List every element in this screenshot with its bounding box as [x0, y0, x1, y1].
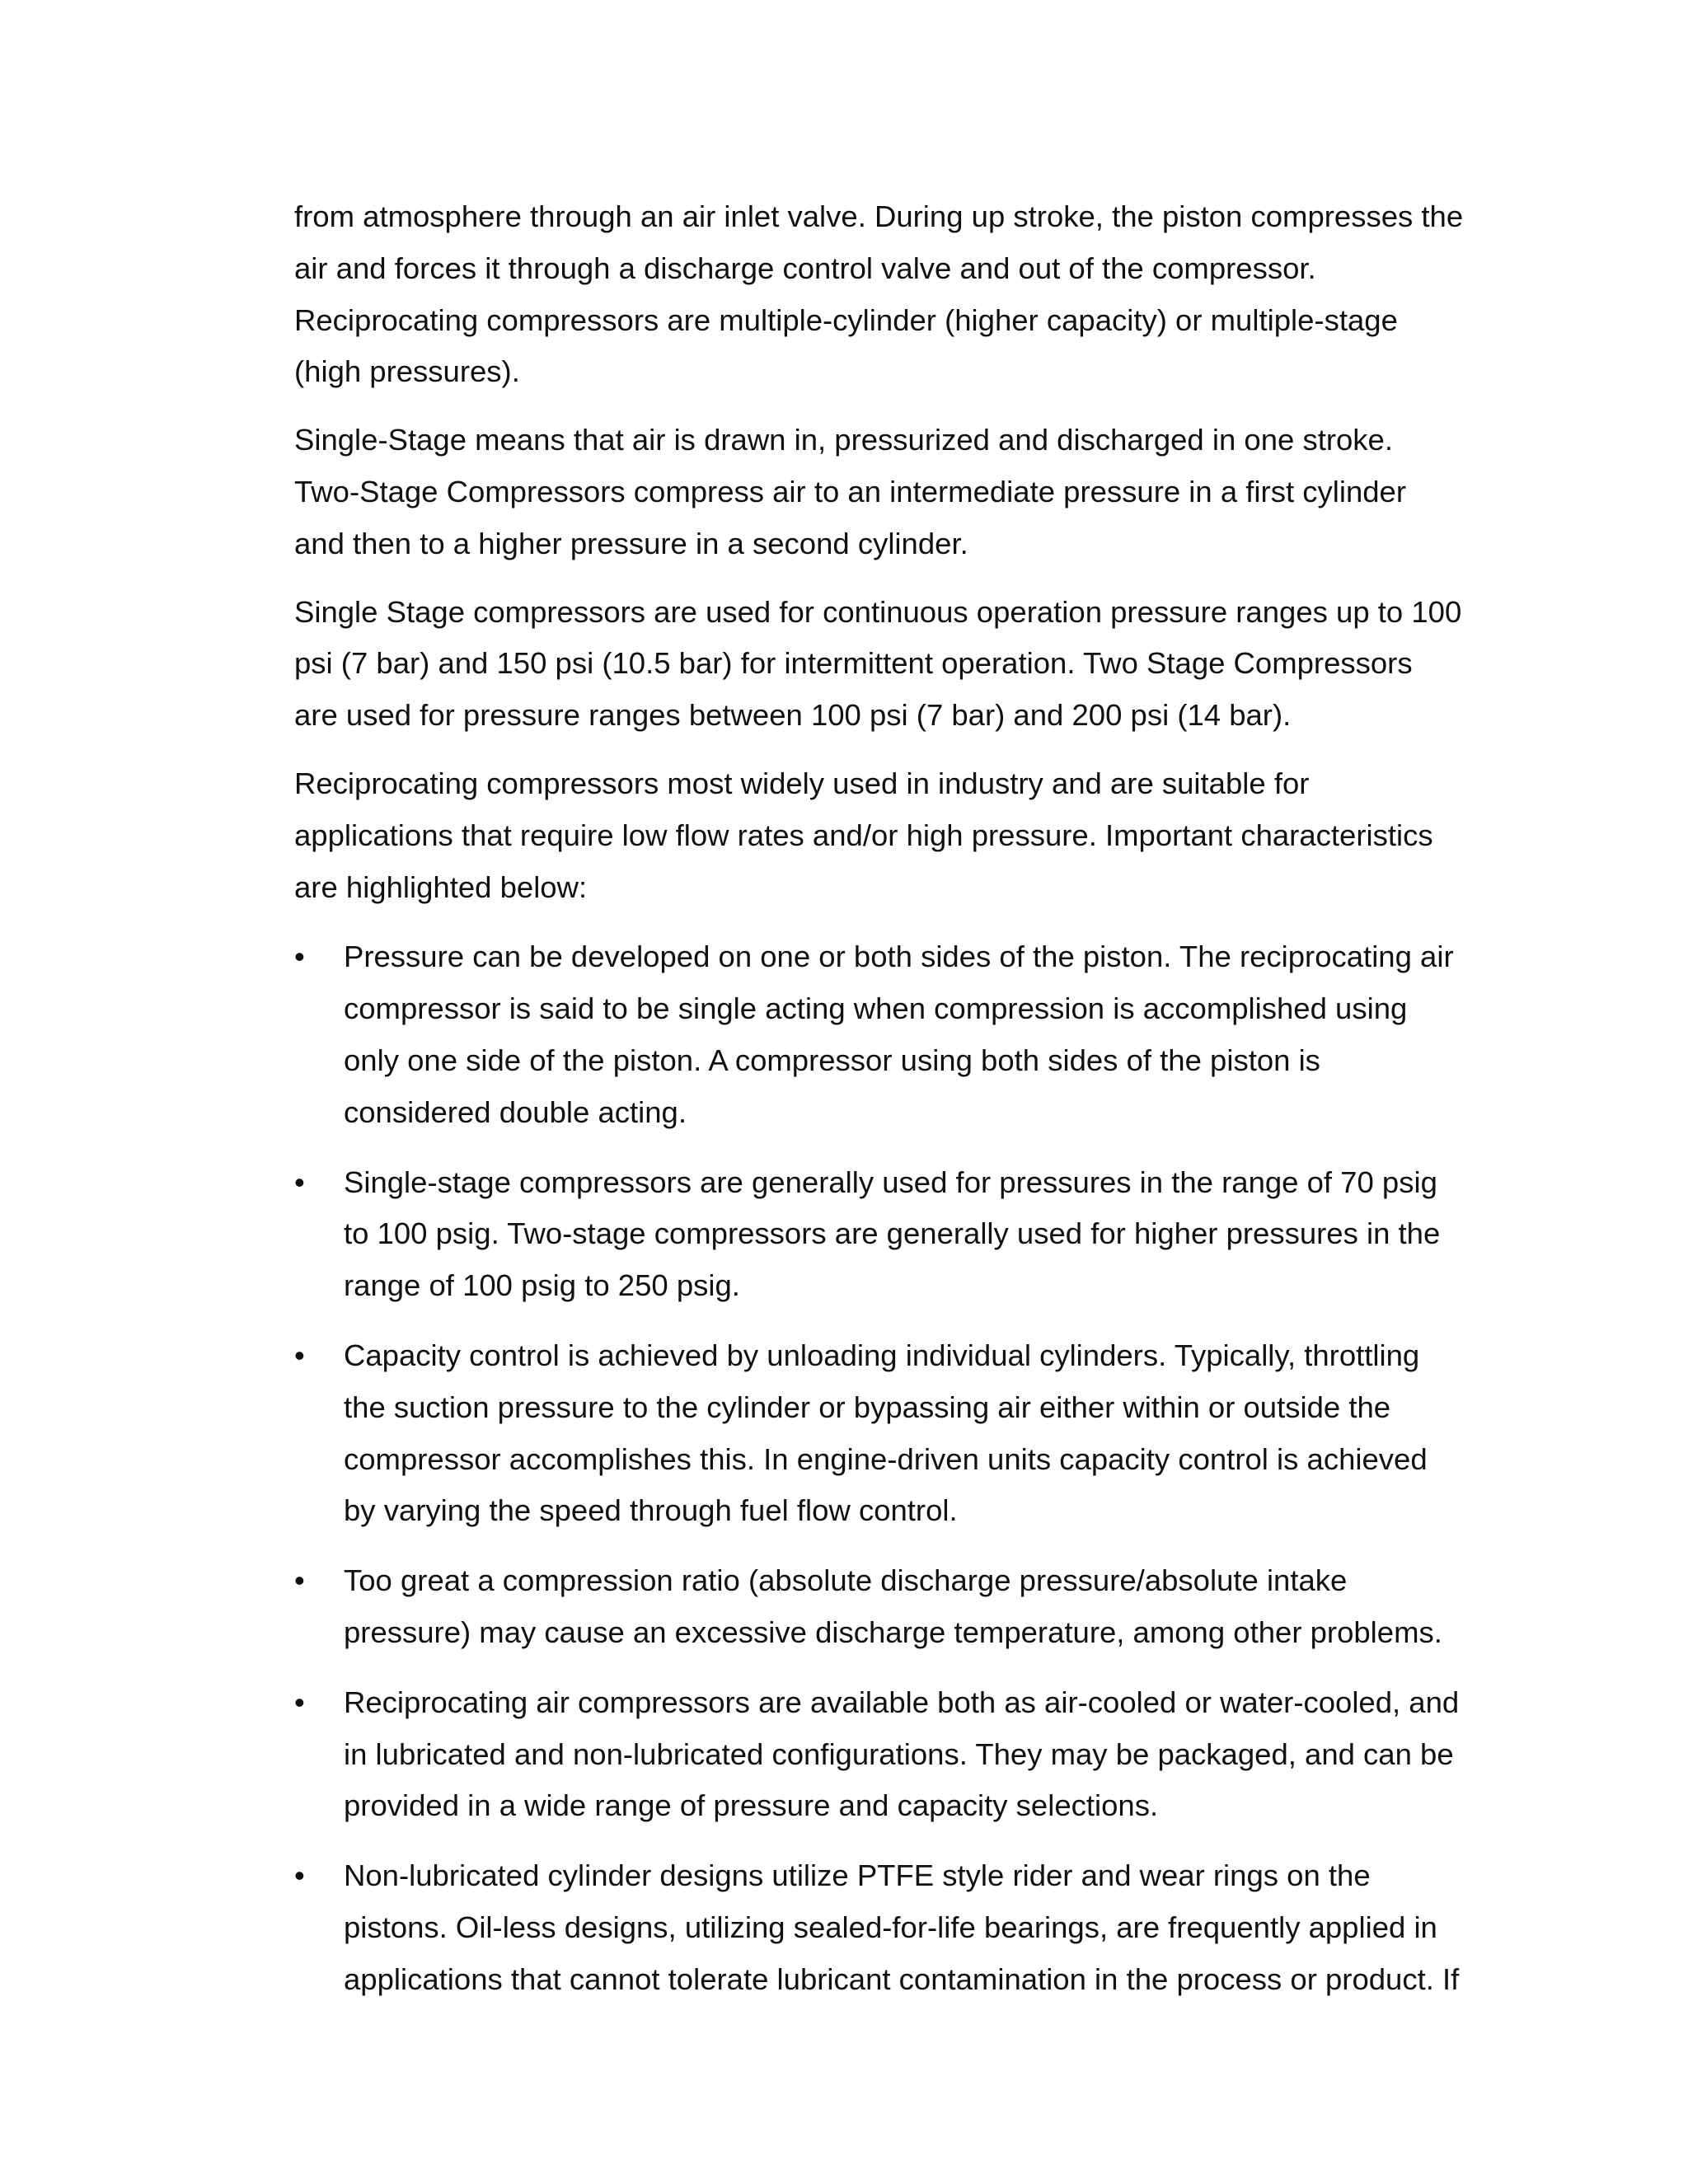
list-item — [294, 1330, 1465, 1537]
list-item — [294, 1850, 1465, 2005]
bullet-icon: • — [294, 1685, 305, 1719]
list-item — [294, 931, 1465, 1138]
list-item — [294, 1555, 1465, 1659]
list-item-text: Too great a compression ratio (absolute discharge pressure/absolute intake pressure) may cause an excessive discharge temperature, among other problems. — [344, 1563, 1442, 1649]
paragraph-intro: from atmosphere through an air inlet valve. During up stroke, the piston compresses the air and forces it through a discharge control valve and out of the compressor. Reciprocating compressors are multiple-cylinder (higher capacity) or multiple-stage (high pressures). — [294, 199, 1464, 389]
bullet-icon: • — [294, 1563, 305, 1598]
paragraph-single-two-stage: Single-Stage means that air is drawn in, pressurized and discharged in one stroke. Two-Stage Compressors compress air to an intermediate pressure in a first cylinder and then to a higher pressure in a second cylinder. — [294, 423, 1407, 560]
list-item — [294, 1677, 1465, 1832]
list-item-text: Reciprocating air compressors are available both as air-cooled or water-cooled, and in lubricated and non-lubricated configurations. They may be packaged, and can be provided in a wide range of pressure and capacity selections. — [344, 1685, 1460, 1823]
bullet-icon: • — [294, 1165, 305, 1199]
list-item-text: Non-lubricated cylinder designs utilize PTFE style rider and wear rings on the pistons. Oil-less designs, utilizing sealed-for-life bearings, are frequently applied in applications that cannot tolerate lubricant contamination in the process or product. If — [344, 1858, 1460, 1996]
list-item-text: Single-stage compressors are generally used for pressures in the range of 70 psig to 100 psig. Two-stage compressors are generally used for higher pressures in the range of 100 psig to 250 psig. — [344, 1165, 1441, 1303]
list-item-text: Pressure can be developed on one or both sides of the piston. The reciprocating air compressor is said to be single acting when compression is accomplished using only one side of the piston. A compressor using both sides of the piston is considered double acting. — [344, 940, 1454, 1129]
bullet-icon: • — [294, 1338, 305, 1372]
paragraph-characteristics-lead: Reciprocating compressors most widely used in industry and are suitable for applications that require low flow rates and/or high pressure. Important characteristics are highlighted below: — [294, 766, 1433, 904]
bullet-icon: • — [294, 1858, 305, 1893]
page-body — [294, 191, 1465, 2006]
paragraph-pressure-ranges: Single Stage compressors are used for continuous operation pressure ranges up to 100 psi (7 bar) and 150 psi (10.5 bar) for intermittent operation. Two Stage Compressors are used for pressure ranges between 100 psi (7 bar) and 200 psi (14 bar). — [294, 594, 1462, 733]
list-item — [294, 1157, 1465, 1312]
bullet-icon: • — [294, 940, 305, 974]
characteristics-list — [294, 931, 1465, 2005]
list-item-text: Capacity control is achieved by unloading individual cylinders. Typically, throttling the suction pressure to the cylinder or bypassing air either within or outside the compressor accomplishes this. In engine-driven units capacity control is achieved by varying the speed through fuel flow control. — [344, 1338, 1428, 1528]
